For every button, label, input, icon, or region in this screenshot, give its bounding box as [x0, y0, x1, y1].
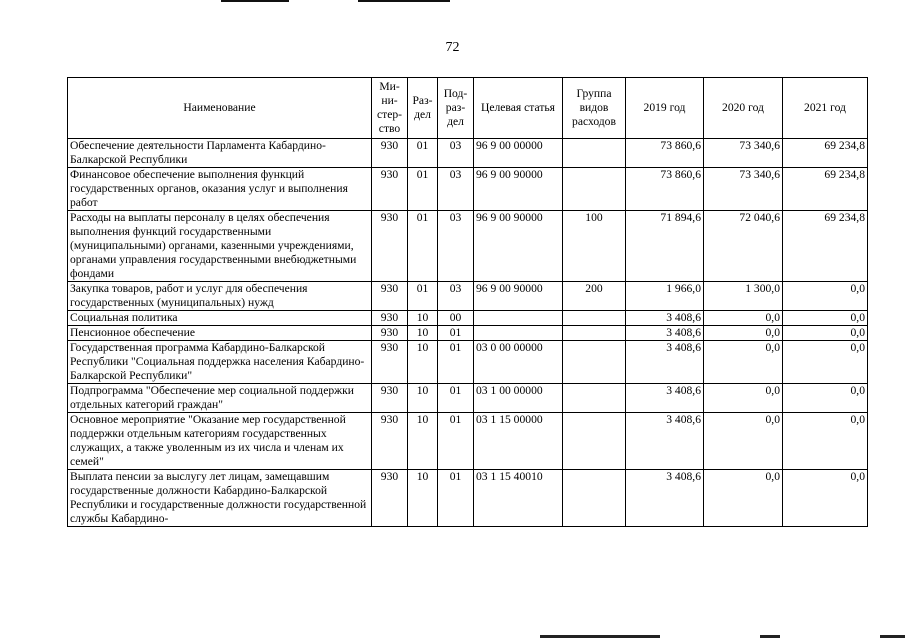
row-2020: 0,0	[704, 341, 783, 384]
table-row	[68, 413, 868, 470]
table-header-row	[68, 78, 868, 139]
table-row	[68, 384, 868, 413]
row-2019: 3 408,6	[626, 384, 704, 413]
table-row	[68, 470, 868, 527]
header-target: Целевая статья	[474, 78, 563, 139]
row-section: 01	[408, 282, 438, 311]
row-target: 03 1 15 00000	[474, 413, 563, 470]
scan-artifact	[760, 635, 780, 638]
row-2021: 69 234,8	[783, 139, 868, 168]
row-2020: 73 340,6	[704, 139, 783, 168]
row-expense-group: 100	[563, 211, 626, 282]
row-subsection: 01	[438, 341, 474, 384]
table-body	[68, 139, 868, 527]
row-expense-group	[563, 326, 626, 341]
row-subsection: 01	[438, 384, 474, 413]
row-expense-group	[563, 341, 626, 384]
row-2019: 3 408,6	[626, 311, 704, 326]
row-subsection: 01	[438, 413, 474, 470]
row-section: 10	[408, 311, 438, 326]
row-target	[474, 326, 563, 341]
row-expense-group	[563, 470, 626, 527]
row-name: Закупка товаров, работ и услуг для обеспечения государственных (муниципальных) нужд	[68, 282, 372, 311]
row-2021: 0,0	[783, 384, 868, 413]
row-name: Пенсионное обеспечение	[68, 326, 372, 341]
table-row	[68, 139, 868, 168]
row-expense-group: 200	[563, 282, 626, 311]
row-expense-group	[563, 311, 626, 326]
row-ministry: 930	[372, 326, 408, 341]
row-2020: 0,0	[704, 384, 783, 413]
row-subsection: 03	[438, 211, 474, 282]
row-2021: 0,0	[783, 311, 868, 326]
header-name: Наименование	[68, 78, 372, 139]
row-ministry: 930	[372, 341, 408, 384]
row-section: 10	[408, 384, 438, 413]
row-2019: 3 408,6	[626, 413, 704, 470]
header-section: Раз-дел	[408, 78, 438, 139]
table-row	[68, 341, 868, 384]
row-target: 96 9 00 00000	[474, 139, 563, 168]
budget-table	[67, 77, 868, 527]
row-2019: 1 966,0	[626, 282, 704, 311]
row-2021: 0,0	[783, 326, 868, 341]
row-expense-group	[563, 139, 626, 168]
row-2021: 69 234,8	[783, 168, 868, 211]
row-ministry: 930	[372, 282, 408, 311]
scan-artifact	[880, 635, 905, 638]
row-subsection: 03	[438, 168, 474, 211]
scan-artifact	[221, 0, 289, 2]
table-row	[68, 326, 868, 341]
table-row	[68, 282, 868, 311]
row-2020: 72 040,6	[704, 211, 783, 282]
table-row	[68, 311, 868, 326]
row-ministry: 930	[372, 311, 408, 326]
row-section: 10	[408, 470, 438, 527]
header-expense-group: Группа видов расходов	[563, 78, 626, 139]
row-ministry: 930	[372, 470, 408, 527]
row-target: 03 1 00 00000	[474, 384, 563, 413]
row-section: 10	[408, 341, 438, 384]
row-subsection: 03	[438, 282, 474, 311]
row-2019: 3 408,6	[626, 470, 704, 527]
row-name: Социальная политика	[68, 311, 372, 326]
row-section: 10	[408, 326, 438, 341]
row-expense-group	[563, 384, 626, 413]
row-2021: 69 234,8	[783, 211, 868, 282]
row-2020: 0,0	[704, 413, 783, 470]
header-2020: 2020 год	[704, 78, 783, 139]
row-name: Финансовое обеспечение выполнения функций государственных органов, оказания услуг и выполнения работ	[68, 168, 372, 211]
row-2020: 0,0	[704, 470, 783, 527]
scan-artifact	[358, 0, 450, 2]
row-target: 03 1 15 40010	[474, 470, 563, 527]
row-expense-group	[563, 413, 626, 470]
row-2021: 0,0	[783, 470, 868, 527]
row-2021: 0,0	[783, 413, 868, 470]
row-name: Государственная программа Кабардино-Балкарской Республики "Социальная поддержка населения Кабардино-Балкарской Республики"	[68, 341, 372, 384]
row-subsection: 01	[438, 326, 474, 341]
row-expense-group	[563, 168, 626, 211]
row-target: 96 9 00 90000	[474, 168, 563, 211]
page-number: 72	[445, 40, 460, 55]
row-name: Обеспечение деятельности Парламента Кабардино-Балкарской Республики	[68, 139, 372, 168]
row-ministry: 930	[372, 211, 408, 282]
row-section: 01	[408, 211, 438, 282]
row-ministry: 930	[372, 413, 408, 470]
table-row	[68, 168, 868, 211]
row-ministry: 930	[372, 139, 408, 168]
header-2021: 2021 год	[783, 78, 868, 139]
row-target: 96 9 00 90000	[474, 211, 563, 282]
row-2019: 3 408,6	[626, 341, 704, 384]
row-ministry: 930	[372, 168, 408, 211]
row-name: Подпрограмма "Обеспечение мер социальной поддержки отдельных категорий граждан"	[68, 384, 372, 413]
row-2019: 3 408,6	[626, 326, 704, 341]
row-name: Основное мероприятие "Оказание мер государственной поддержки отдельным категориям государственных служащих, а также уволенным из их числа и членам их семей"	[68, 413, 372, 470]
row-target: 03 0 00 00000	[474, 341, 563, 384]
row-target: 96 9 00 90000	[474, 282, 563, 311]
row-2020: 73 340,6	[704, 168, 783, 211]
row-2019: 73 860,6	[626, 139, 704, 168]
scan-artifact	[540, 635, 660, 638]
row-section: 10	[408, 413, 438, 470]
row-subsection: 03	[438, 139, 474, 168]
row-name: Расходы на выплаты персоналу в целях обеспечения выполнения функций государственными (муниципальными) органами, казенными учреждениями, органами управления государственными внебюджетными фондами	[68, 211, 372, 282]
row-2021: 0,0	[783, 341, 868, 384]
table-row	[68, 211, 868, 282]
row-subsection: 00	[438, 311, 474, 326]
row-2020: 1 300,0	[704, 282, 783, 311]
row-ministry: 930	[372, 384, 408, 413]
header-2019: 2019 год	[626, 78, 704, 139]
row-subsection: 01	[438, 470, 474, 527]
row-2019: 73 860,6	[626, 168, 704, 211]
row-2020: 0,0	[704, 326, 783, 341]
header-subsection: Под-раз-дел	[438, 78, 474, 139]
row-target	[474, 311, 563, 326]
row-name: Выплата пенсии за выслугу лет лицам, замещавшим государственные должности Кабардино-Балкарской Республики и государственные должности государственной службы Кабардино-	[68, 470, 372, 527]
row-2020: 0,0	[704, 311, 783, 326]
row-2019: 71 894,6	[626, 211, 704, 282]
header-ministry: Ми-ни-стер-ство	[372, 78, 408, 139]
row-section: 01	[408, 168, 438, 211]
row-2021: 0,0	[783, 282, 868, 311]
row-section: 01	[408, 139, 438, 168]
